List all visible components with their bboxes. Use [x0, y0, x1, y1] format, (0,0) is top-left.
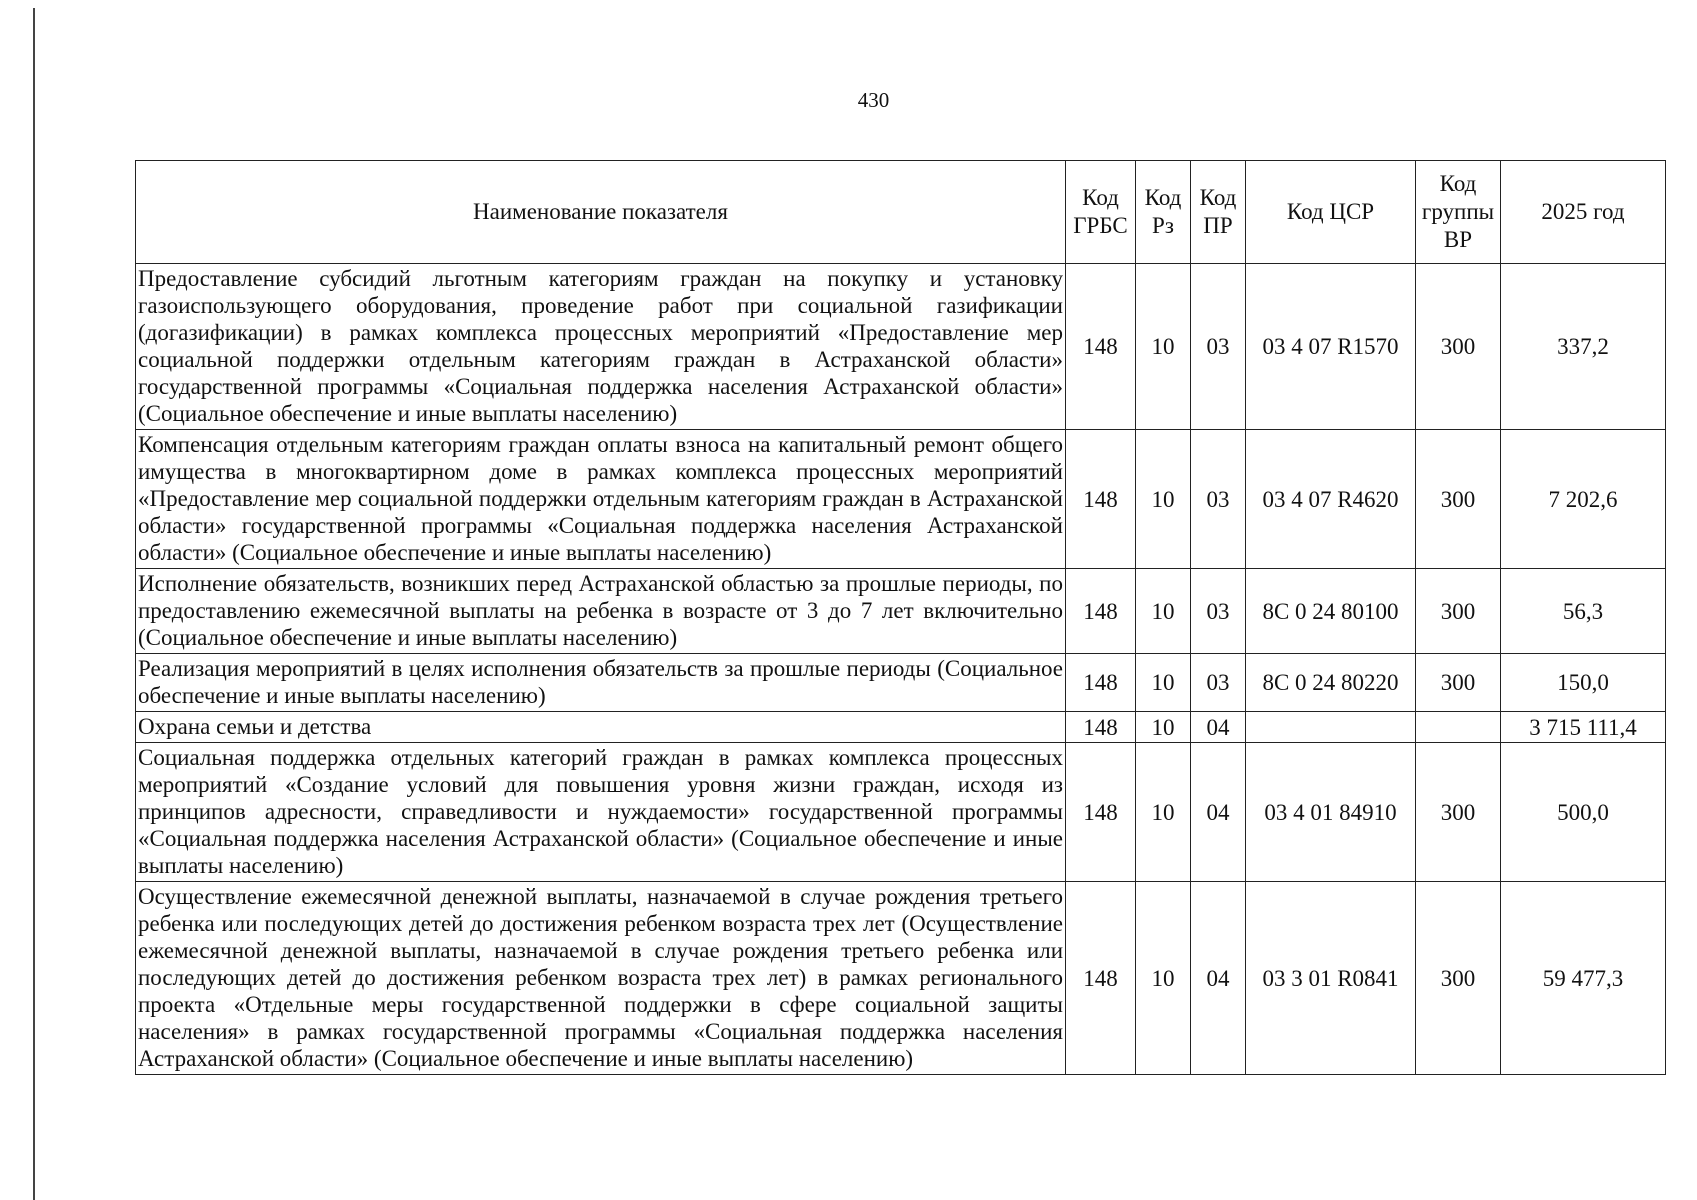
table-row: [136, 654, 1666, 712]
row-pr: 03: [1191, 654, 1246, 712]
row-amount: 500,0: [1501, 743, 1666, 882]
header-pr: Код ПР: [1191, 161, 1246, 264]
row-csr: 03 3 01 R0841: [1246, 882, 1416, 1075]
row-rz: 10: [1136, 743, 1191, 882]
header-name: Наименование показателя: [136, 161, 1066, 264]
page-number: 430: [857, 88, 890, 112]
row-amount: 59 477,3: [1501, 882, 1666, 1075]
row-grbs: 148: [1066, 882, 1136, 1075]
row-csr: 8С 0 24 80100: [1246, 569, 1416, 654]
row-amount: 150,0: [1501, 654, 1666, 712]
row-name: Реализация мероприятий в целях исполнения обязательств за прошлые периоды (Социальное обеспечение и иные выплаты населению): [136, 654, 1066, 712]
row-csr: 03 4 07 R4620: [1246, 430, 1416, 569]
table-row: [136, 264, 1666, 430]
table-row: [136, 569, 1666, 654]
row-vr: 300: [1416, 882, 1501, 1075]
table-row-section: [136, 712, 1666, 743]
row-name: Компенсация отдельным категориям граждан оплаты взноса на капитальный ремонт общего имущества в многоквартирном доме в рамках комплекса процессных мероприятий «Предоставление мер социальной поддержки отдельным категориям граждан в Астраханской области» государственной программы «Социальная поддержка населения Астраханской области» (Социальное обеспечение и иные выплаты населению): [136, 430, 1066, 569]
row-amount: 337,2: [1501, 264, 1666, 430]
row-rz: 10: [1136, 712, 1191, 743]
row-name: Предоставление субсидий льготным категориям граждан на покупку и установку газоиспользующего оборудования, проведение работ при социальной газификации (догазификации) в рамках комплекса процессных мероприятий «Предоставление мер социальной поддержки отдельным категориям граждан в Астраханской области» государственной программы «Социальная поддержка населения Астраханской области» (Социальное обеспечение и иные выплаты населению): [136, 264, 1066, 430]
row-pr: 04: [1191, 743, 1246, 882]
table-row: [136, 430, 1666, 569]
row-grbs: 148: [1066, 743, 1136, 882]
row-grbs: 148: [1066, 654, 1136, 712]
row-rz: 10: [1136, 882, 1191, 1075]
row-grbs: 148: [1066, 712, 1136, 743]
row-csr: 03 4 07 R1570: [1246, 264, 1416, 430]
row-rz: 10: [1136, 264, 1191, 430]
row-grbs: 148: [1066, 264, 1136, 430]
row-pr: 03: [1191, 569, 1246, 654]
row-rz: 10: [1136, 569, 1191, 654]
row-vr: 300: [1416, 569, 1501, 654]
row-amount: 7 202,6: [1501, 430, 1666, 569]
row-rz: 10: [1136, 654, 1191, 712]
row-amount: 3 715 111,4: [1501, 712, 1666, 743]
row-vr: 300: [1416, 264, 1501, 430]
row-pr: 04: [1191, 882, 1246, 1075]
row-name: Социальная поддержка отдельных категорий граждан в рамках комплекса процессных мероприятий «Создание условий для повышения уровня жизни граждан, исходя из принципов адресности, справедливости и нуждаемости» государственной программы «Социальная поддержка населения Астраханской области» (Социальное обеспечение и иные выплаты населению): [136, 743, 1066, 882]
header-year: 2025 год: [1501, 161, 1666, 264]
row-vr: 300: [1416, 743, 1501, 882]
row-grbs: 148: [1066, 569, 1136, 654]
budget-table: [135, 160, 1666, 1075]
header-vr: Код группы ВР: [1416, 161, 1501, 264]
row-rz: 10: [1136, 430, 1191, 569]
row-pr: 03: [1191, 264, 1246, 430]
header-grbs: Код ГРБС: [1066, 161, 1136, 264]
row-amount: 56,3: [1501, 569, 1666, 654]
row-name: Осуществление ежемесячной денежной выплаты, назначаемой в случае рождения третьего ребенка или последующих детей до достижения ребенком возраста трех лет (Осуществление ежемесячной денежной выплаты, назначаемой в случае рождения третьего ребенка или последующих детей до достижения ребенком возраста трех лет) в рамках регионального проекта «Отдельные меры государственной поддержки в сфере социальной защиты населения» в рамках государственной программы «Социальная поддержка населения Астраханской области» (Социальное обеспечение и иные выплаты населению): [136, 882, 1066, 1075]
row-grbs: 148: [1066, 430, 1136, 569]
row-vr: [1416, 712, 1501, 743]
row-csr: 8С 0 24 80220: [1246, 654, 1416, 712]
table-row: [136, 743, 1666, 882]
row-vr: 300: [1416, 654, 1501, 712]
row-pr: 04: [1191, 712, 1246, 743]
header-csr: Код ЦСР: [1246, 161, 1416, 264]
row-pr: 03: [1191, 430, 1246, 569]
table-header-row: [136, 161, 1666, 264]
binding-margin-line: [33, 8, 35, 1200]
row-name: Исполнение обязательств, возникших перед Астраханской областью за прошлые периоды, по предоставлению ежемесячной выплаты на ребенка в возрасте от 3 до 7 лет включительно (Социальное обеспечение и иные выплаты населению): [136, 569, 1066, 654]
header-rz: Код Рз: [1136, 161, 1191, 264]
row-csr: [1246, 712, 1416, 743]
table-row: [136, 882, 1666, 1075]
row-vr: 300: [1416, 430, 1501, 569]
row-csr: 03 4 01 84910: [1246, 743, 1416, 882]
row-name: Охрана семьи и детства: [136, 712, 1066, 743]
